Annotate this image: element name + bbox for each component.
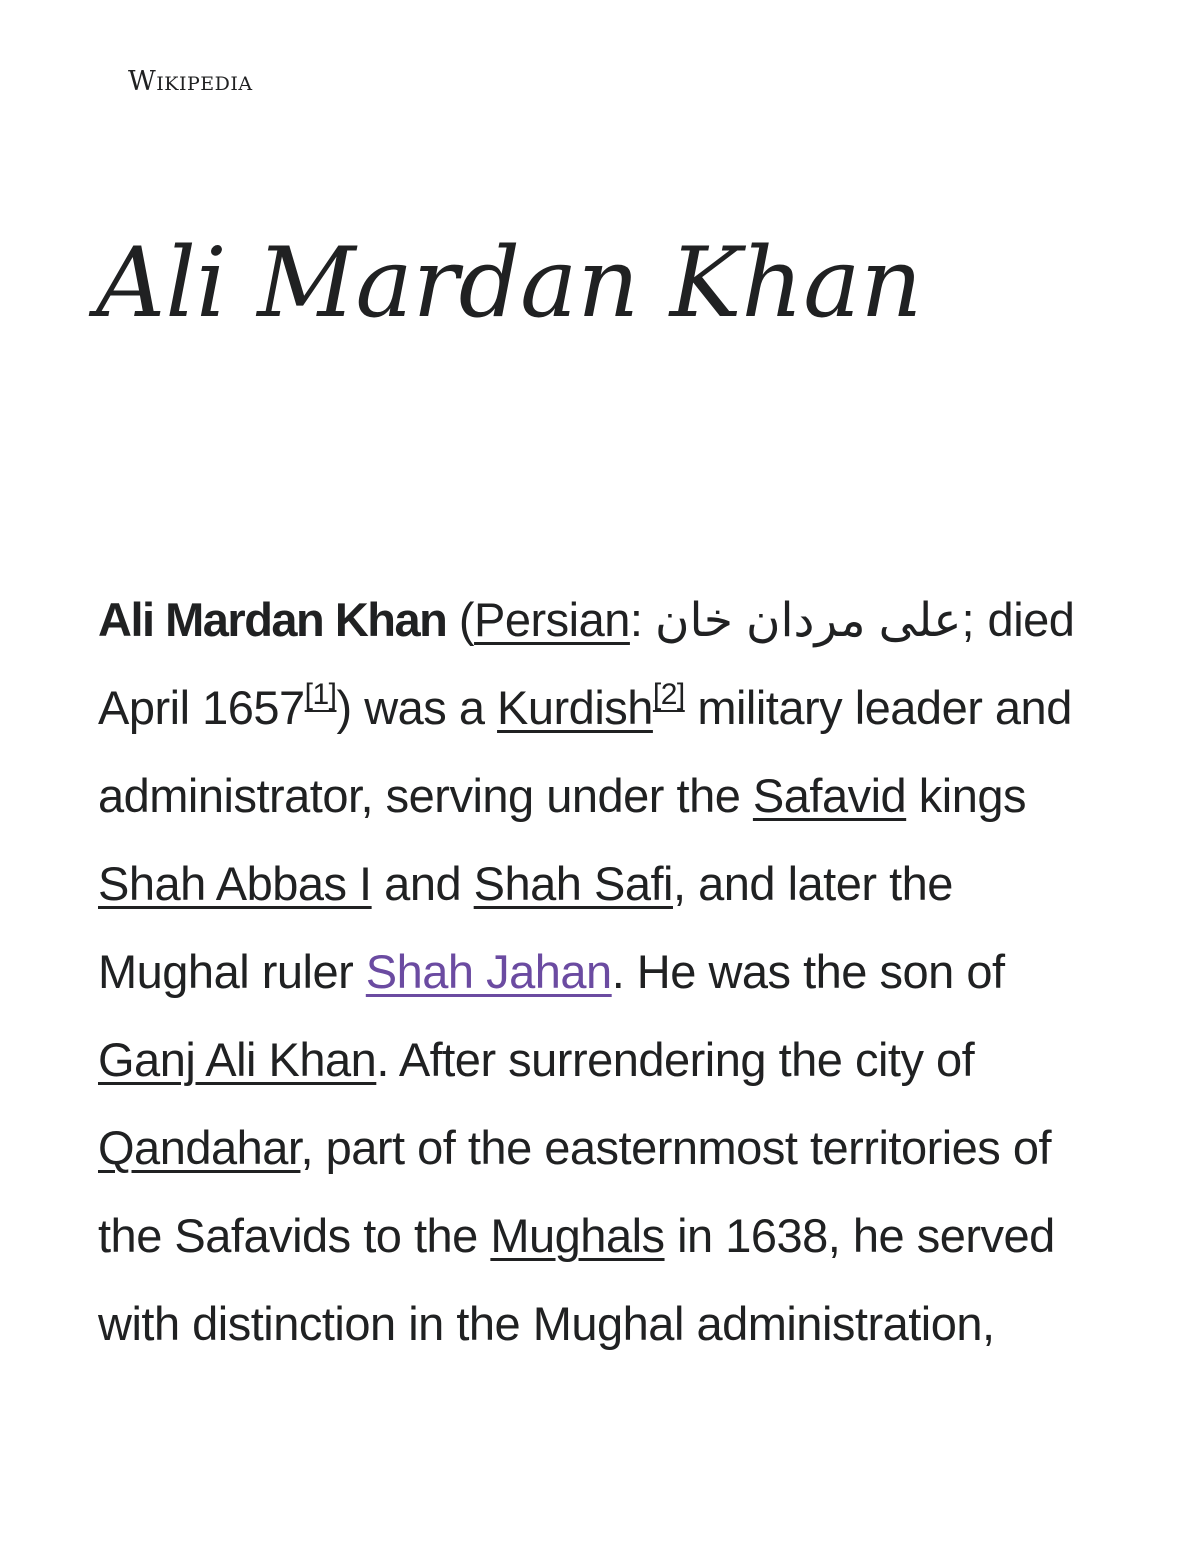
link-shah-safi[interactable]: Shah Safi (473, 857, 673, 910)
link-kurdish[interactable]: Kurdish (497, 681, 653, 734)
reference-link-1[interactable]: [1] (304, 678, 337, 711)
text-fragment: kings (906, 769, 1026, 822)
link-ganj-ali-khan[interactable]: Ganj Ali Khan (98, 1033, 377, 1086)
text-fragment: : (629, 593, 656, 646)
text-fragment: . He was the son of (611, 945, 1005, 998)
reference-link-2[interactable]: [2] (652, 678, 685, 711)
reference-2 (653, 678, 685, 711)
text-fragment: ) was a (336, 681, 498, 734)
link-mughals[interactable]: Mughals (490, 1209, 665, 1262)
text-fragment: ( (446, 593, 475, 646)
link-persian[interactable]: Persian (474, 593, 630, 646)
persian-name: علی مردان خان (655, 593, 962, 646)
text-fragment: ; died April 1657 (98, 593, 1075, 734)
article-content (98, 576, 1088, 1368)
wikipedia-wordmark[interactable]: Wikipedia (128, 66, 253, 97)
text-fragment: military leader and administrator, serving under the (98, 681, 1072, 822)
reference-1 (305, 678, 337, 711)
text-fragment: , part of the easternmost territories of the Safavids to the (98, 1121, 1052, 1262)
lead-paragraph (98, 576, 1088, 1368)
text-fragment: . After surrendering the city of (376, 1033, 975, 1086)
text-fragment: , and later the Mughal ruler (98, 857, 953, 998)
link-shah-abbas-i[interactable]: Shah Abbas I (98, 857, 372, 910)
text-fragment: and (371, 857, 474, 910)
link-shah-jahan[interactable]: Shah Jahan (365, 945, 612, 998)
page-title: Ali Mardan Khan (96, 227, 923, 339)
link-safavid[interactable]: Safavid (752, 769, 907, 822)
text-fragment: in 1638, he served with distinction in the Mughal administration, (98, 1209, 1055, 1350)
link-qandahar[interactable]: Qandahar (98, 1121, 301, 1174)
article-subject-name: Ali Mardan Khan (98, 593, 447, 646)
